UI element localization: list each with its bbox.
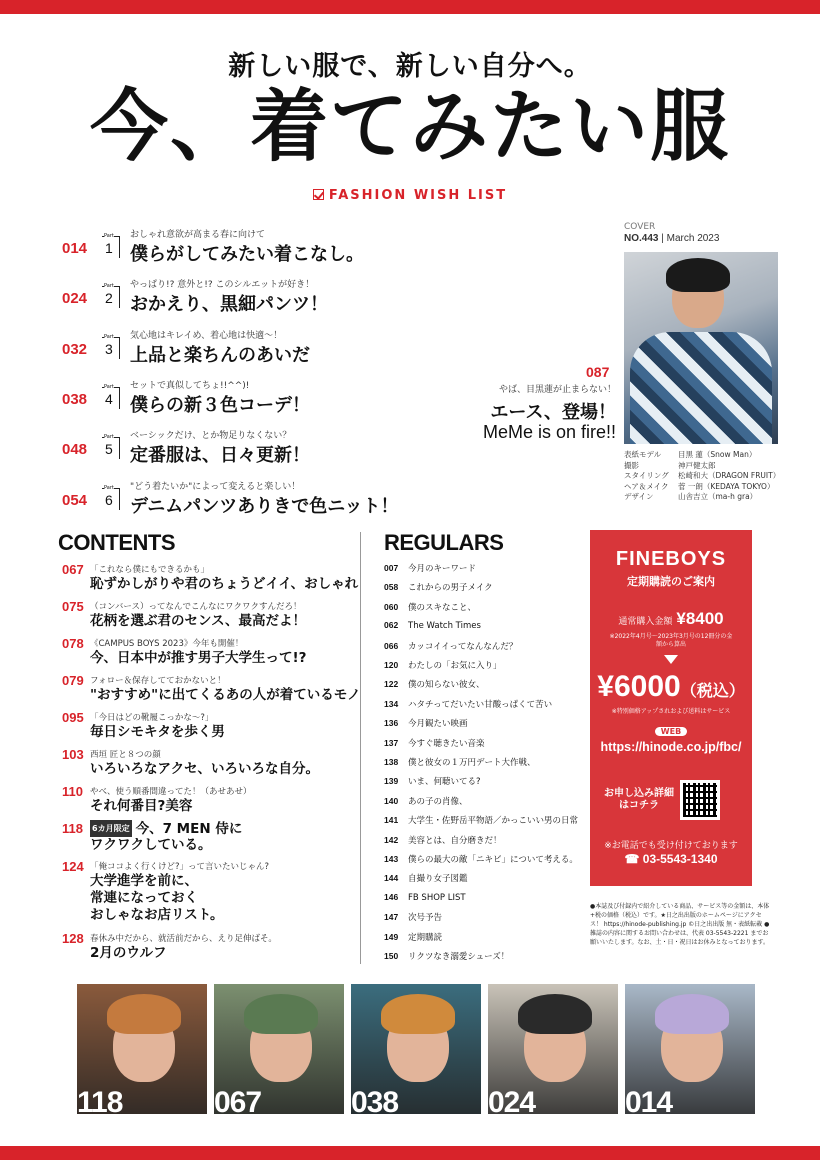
hair-shape	[518, 994, 592, 1034]
credit-role: スタイリング	[624, 471, 669, 480]
cover-caption: やば、目黒蓮が止まらない！	[498, 385, 616, 395]
regulars-item[interactable]	[384, 620, 584, 631]
column-divider	[360, 532, 361, 964]
photo-page-number: 118	[77, 1086, 123, 1114]
regulars-page-number: 058	[384, 582, 399, 593]
contents-page-number: 078	[62, 636, 84, 651]
credit-row	[624, 482, 780, 493]
photo-thumbnail[interactable]	[351, 984, 481, 1114]
part-number: 4	[105, 391, 113, 407]
contents-heading: CONTENTS	[58, 530, 175, 555]
part-badge	[102, 283, 120, 308]
contents-title-line: 大学進学を前に、	[90, 873, 198, 889]
regulars-item[interactable]	[384, 562, 584, 574]
regulars-page-number: 134	[384, 698, 399, 709]
wish-page-number: 054	[62, 492, 88, 509]
contents-title-line: 花柄を選ぶ君のセンス、最高だよ！	[90, 613, 306, 629]
regulars-title: 自撮り女子図鑑	[408, 874, 468, 885]
subscription-price	[590, 670, 752, 704]
wish-title: 定番服は、日々更新！	[130, 445, 310, 466]
contents-title	[90, 613, 306, 630]
regulars-page-number: 139	[384, 776, 399, 787]
contents-page-number: 075	[62, 599, 84, 614]
price-sub-note: ※特別価格アップされおよび送料はサービス	[611, 708, 731, 715]
credit-name: 山舎吉立（ma-h gra）	[678, 492, 758, 501]
wish-title: 僕らがしてみたい着こなし。	[130, 244, 364, 265]
regulars-item[interactable]	[384, 717, 584, 729]
regulars-page-number: 143	[384, 854, 399, 864]
price-value: ¥6000	[597, 670, 681, 703]
credit-row	[624, 471, 780, 482]
contents-title-line: 今、7 MEN 侍に	[135, 821, 243, 837]
regulars-page-number: 122	[384, 679, 399, 690]
credit-name: 松崎和大（DRAGON FRUIT）	[678, 471, 781, 480]
regulars-page-number: 146	[384, 891, 399, 902]
regulars-title: わたしの「お気に入り」	[408, 661, 502, 671]
contents-title-line: 常連になっておく	[90, 890, 198, 906]
regulars-title: カッコイイってなんなんだ？	[408, 641, 518, 652]
contents-title	[90, 724, 225, 741]
regulars-item[interactable]	[384, 872, 584, 884]
part-badge	[102, 384, 120, 409]
contents-caption: 《CAMPUS BOYS 2023》今年も開催！	[90, 639, 244, 649]
cover-page-number[interactable]: 087	[586, 364, 610, 380]
apply-text: お申し込み詳細はコチラ	[604, 788, 674, 811]
credit-row	[624, 450, 780, 461]
wish-caption: ベーシックだけ、とか物足りなくない？	[130, 431, 292, 441]
wish-caption: 気心地はキレイめ、着心地は快適〜！	[130, 331, 283, 341]
wish-title: 上品と楽ちんのあいだ	[130, 345, 310, 366]
regular-price-line	[590, 609, 752, 629]
subscription-url[interactable]: https://hinode.co.jp/fbc/	[600, 740, 742, 754]
wish-item[interactable]	[62, 331, 582, 375]
credit-role: 表紙モデル	[624, 450, 662, 459]
jacket-shape	[630, 332, 772, 444]
photo-page-number: 038	[351, 1086, 399, 1114]
contents-title	[90, 687, 361, 704]
part-number: 6	[105, 492, 113, 508]
part-label: Part	[104, 384, 114, 390]
wish-caption: やっぱり!? 意外と!? このシルエットが好き！	[130, 280, 315, 290]
contents-title-line: 2月のウルフ	[90, 945, 167, 961]
wish-list-label	[0, 188, 820, 203]
regulars-page-number: 140	[384, 795, 399, 806]
regulars-title: 大学生・佐野岳平物語／かっこいい男の日常	[408, 816, 579, 827]
regulars-title: 今月のキーワード	[408, 564, 477, 574]
contents-page-number: 128	[62, 931, 84, 946]
regulars-item[interactable]	[384, 834, 584, 846]
credit-role: 撮影	[624, 460, 639, 470]
regulars-page-number: 060	[384, 601, 399, 612]
contents-page-number: 079	[62, 673, 84, 688]
regulars-title: 僕らの最大の敵「ニキビ」について考える。	[408, 855, 578, 865]
wish-page-number: 038	[62, 391, 88, 408]
contents-page-number: 124	[62, 859, 84, 874]
contents-tag: 6カ月限定	[90, 820, 132, 837]
contents-caption: 「これなら僕にもできるかも」	[90, 565, 210, 575]
contents-title-line: 恥ずかしがりや君のちょうどイイ、おしゃれ	[90, 576, 359, 592]
bottom-red-bar	[0, 1146, 820, 1160]
credit-name: 目黒 蓮（Snow Man）	[678, 450, 757, 459]
part-number: 1	[105, 240, 113, 256]
regulars-page-number: 147	[384, 912, 399, 923]
photo-thumbnail[interactable]	[214, 984, 344, 1114]
regulars-page-number: 150	[384, 951, 399, 961]
subscription-box	[590, 530, 752, 886]
contents-title	[90, 650, 307, 667]
photo-thumbnail[interactable]	[77, 984, 207, 1114]
page-title: 今、着てみたい服	[89, 82, 730, 172]
wish-page-number: 024	[62, 290, 88, 307]
issue-date: | March 2023	[661, 233, 720, 244]
wish-page-number: 014	[62, 240, 88, 257]
credit-role: デザイン	[624, 492, 654, 501]
regulars-title: 僕のスキなこと、	[408, 602, 477, 613]
regular-price-label: 通常購入金額	[618, 617, 673, 627]
regulars-title: 今すぐ聴きたい音楽	[408, 738, 485, 749]
hair-shape	[244, 994, 318, 1034]
contents-caption: 「今日はどの靴履こっかな〜?」	[90, 713, 214, 723]
top-red-bar	[0, 0, 820, 14]
regulars-item[interactable]	[384, 756, 584, 768]
regulars-item[interactable]	[384, 601, 584, 613]
regulars-item[interactable]	[384, 950, 584, 962]
regulars-title: あの子の肖像、	[408, 796, 468, 807]
regulars-heading: REGULARS	[384, 530, 504, 555]
contents-title	[90, 873, 224, 924]
credit-name: 神戸健太郎	[678, 460, 716, 470]
wish-caption: "どう着たいか"によって変えると楽しい！	[130, 482, 301, 492]
contents-page-number: 118	[62, 821, 83, 836]
regulars-page-number: 138	[384, 757, 399, 767]
regulars-page-number: 062	[384, 620, 399, 631]
contents-page-number: 110	[62, 784, 83, 799]
cover-photo[interactable]	[624, 252, 778, 444]
part-number: 5	[105, 441, 113, 457]
hair-shape	[655, 994, 729, 1034]
regulars-item[interactable]	[384, 853, 584, 865]
fine-print: ●本誌及び付録内で紹介している商品、サービス等の金額は、本体+税の価格（税込）です。★日之出出版のホームページにアクセス！ https://hinode-publishing.jp ©日之出出版 無・表紙転載 ●雑誌の内容に関するお問い合わせは、代表 03-5543-2221 までお願いいたします。なお、土・日・祝日はお休みとなっております。	[590, 903, 770, 946]
regulars-page-number: 144	[384, 873, 399, 884]
page-subtitle: 新しい服で、新しい自分へ。	[228, 51, 592, 82]
regulars-item[interactable]	[384, 698, 584, 710]
wish-item[interactable]	[62, 482, 582, 526]
regulars-item[interactable]	[384, 659, 584, 671]
contents-title	[90, 798, 192, 815]
wish-list-text: FASHION WISH LIST	[328, 188, 508, 203]
contents-caption: やべ、使う順番間違ってた！（あせあせ）	[90, 787, 252, 797]
regulars-title: The Watch Times	[408, 621, 481, 632]
wish-item[interactable]	[62, 230, 582, 274]
contents-title-line: "おすすめ"に出てくるあの人が着ているモノ	[90, 687, 361, 703]
web-badge: WEB	[655, 727, 687, 736]
regulars-item[interactable]	[384, 892, 584, 903]
regulars-title: いま、何聴いてる?	[408, 777, 481, 788]
price-tax-note: （税込）	[680, 683, 745, 700]
contents-title-line: 毎日シモキタを歩く男	[90, 724, 225, 740]
part-badge	[102, 485, 120, 510]
regulars-title: これからの男子メイク	[408, 583, 493, 594]
regulars-item[interactable]	[384, 640, 584, 652]
photo-thumbnail[interactable]	[488, 984, 618, 1114]
regulars-title: 今月観たい映画	[408, 719, 468, 730]
regular-price: ¥8400	[676, 609, 724, 628]
contents-title-line2: ワクワクしている。	[90, 837, 212, 853]
photo-thumbnail[interactable]	[625, 984, 755, 1114]
photo-page-number: 024	[488, 1086, 536, 1114]
regulars-title: 僕と彼女の１万円デート大作戦、	[408, 758, 536, 768]
regulars-page-number: 120	[384, 660, 399, 670]
wish-item[interactable]	[62, 280, 582, 324]
regulars-item[interactable]	[384, 678, 584, 690]
contents-title	[90, 820, 242, 838]
cover-title[interactable]: エース、登場！	[490, 402, 616, 423]
qr-code-icon[interactable]	[680, 780, 720, 820]
part-badge	[102, 233, 120, 258]
part-number: 2	[105, 290, 113, 306]
contents-caption: 春休み中だから、就活前だから、えり足伸ばそ。	[90, 934, 277, 944]
contents-caption: （コンバース）ってなんでこんなにワクワクすんだろ！	[90, 602, 302, 612]
photo-page-number: 014	[625, 1086, 673, 1114]
contents-caption: フォロー＆保存してておかないと！	[90, 676, 226, 686]
regulars-item[interactable]	[384, 737, 584, 749]
regulars-title: 美容とは、自分磨きだ！	[408, 835, 502, 846]
part-label: Part	[104, 334, 114, 340]
photo-page-number: 067	[214, 1086, 262, 1114]
wish-page-number: 032	[62, 341, 88, 358]
subscription-brand: FINEBOYS	[615, 548, 727, 570]
wish-title: 僕らの新３色コーデ！	[130, 395, 310, 416]
hair-shape	[666, 258, 730, 292]
arrow-down-icon	[664, 655, 678, 664]
contents-caption: 西垣 匠と８つの顔	[90, 750, 161, 760]
regulars-title: 定期購読	[408, 932, 443, 943]
contents-page-number: 095	[62, 710, 84, 725]
issue-number: NO.443	[624, 233, 659, 244]
wish-caption: おしゃれ意欲が高まる春に向けて	[130, 230, 266, 240]
cover-credits	[624, 450, 780, 503]
cover-label: COVER	[624, 222, 656, 232]
contents-page-number: 103	[62, 747, 84, 762]
regulars-title: リクツなき溺愛シューズ！	[408, 952, 510, 962]
cover-issue	[624, 233, 719, 244]
cover-title-english: MeMe is on fire!!	[482, 422, 616, 442]
checkbox-icon	[313, 189, 324, 200]
contents-title-line: いろいろなアクセ、いろいろな自分。	[90, 761, 319, 777]
contents-title-line: おしゃなお店リスト。	[90, 907, 224, 923]
subscription-title: 定期購読のご案内	[627, 575, 715, 588]
wish-title: デニムパンツありきで色ニット！	[130, 496, 399, 517]
credit-name: 菅 一朗（KEDAYA TOKYO）	[678, 481, 775, 491]
contents-title	[90, 761, 319, 778]
contents-title-line: それ何番目?美容	[90, 798, 193, 814]
contents-page-number: 067	[62, 562, 84, 577]
part-label: Part	[104, 283, 114, 289]
regulars-item[interactable]	[384, 795, 584, 807]
hair-shape	[381, 994, 455, 1034]
part-label: Part	[104, 233, 114, 239]
regulars-page-number: 066	[384, 640, 399, 651]
contents-title	[90, 945, 167, 962]
contents-title	[90, 576, 358, 593]
period-note: ※2022年4月号〜2023年3月号の12冊分の金額から算出	[609, 633, 733, 648]
credit-row	[624, 492, 780, 503]
regulars-page-number: 137	[384, 737, 399, 748]
regulars-item[interactable]	[384, 814, 584, 826]
regulars-page-number: 141	[384, 815, 399, 826]
part-number: 3	[105, 341, 113, 357]
contents-caption: 「俺ココよく行くけど?」って言いたいじゃん?	[90, 862, 270, 872]
regulars-page-number: 136	[384, 718, 399, 729]
hair-shape	[107, 994, 181, 1034]
regulars-page-number: 142	[384, 834, 399, 845]
credit-row	[624, 461, 780, 472]
phone-note: ※お電話でも受け付けております	[604, 841, 738, 851]
part-label: Part	[104, 485, 114, 491]
wish-title: おかえり、黒細パンツ！	[130, 294, 328, 315]
part-badge	[102, 434, 120, 459]
part-badge	[102, 334, 120, 359]
part-label: Part	[104, 434, 114, 440]
credit-role: ヘア＆メイク	[624, 481, 669, 491]
phone-number[interactable]: ☎ 03-5543-1340	[624, 852, 718, 866]
wish-page-number: 048	[62, 441, 88, 458]
regulars-item[interactable]	[384, 911, 584, 923]
regulars-title: ハタチってだいたい甘酸っぱくて苦い	[408, 699, 553, 710]
regulars-page-number: 149	[384, 931, 399, 942]
regulars-title: FB SHOP LIST	[408, 892, 466, 903]
regulars-item[interactable]	[384, 775, 584, 787]
regulars-title: 次号予告	[408, 913, 443, 924]
regulars-title: 僕の知らない彼女、	[408, 680, 485, 691]
regulars-item[interactable]	[384, 931, 584, 943]
contents-title-line: 今、日本中が推す男子大学生って!?	[90, 650, 307, 666]
wish-caption: セットで真似してちょ!!^^)!	[130, 381, 250, 391]
regulars-page-number: 007	[384, 563, 399, 573]
regulars-item[interactable]	[384, 581, 584, 593]
